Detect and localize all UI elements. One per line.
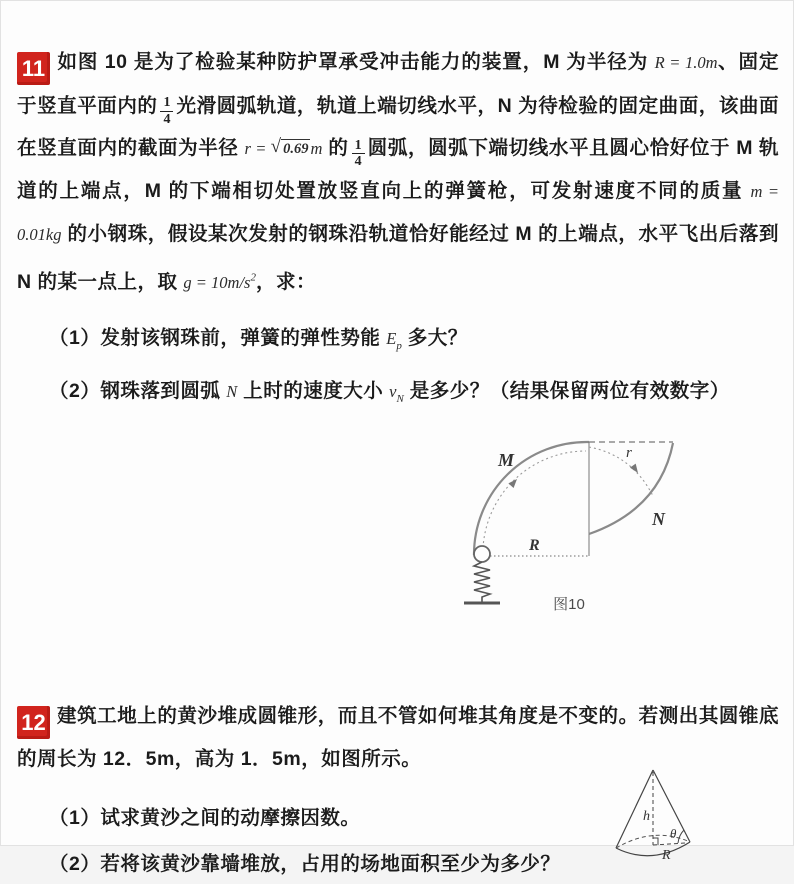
- cone-diagram: [605, 762, 705, 884]
- figure-10: [436, 426, 748, 616]
- label-surface-n: N: [652, 508, 665, 529]
- problem-11-question-2: （2）钢珠落到圆弧 N 上时的速度大小 $v_N$ 是多少？（结果保留两位有效数字）: [49, 380, 730, 405]
- problem-12-number-badge: 12: [17, 706, 50, 739]
- theta-angle-arc: [678, 830, 684, 843]
- problem-12-question-1: （1）试求黄沙之间的动摩擦因数。: [49, 806, 361, 829]
- problem-11-number-badge: 11: [17, 52, 50, 85]
- projectile-dotted-path: [589, 444, 653, 496]
- figure-10-diagram: [436, 426, 748, 616]
- label-radius-r: r: [626, 444, 632, 461]
- label-cone-radius: R: [662, 847, 671, 863]
- problem-11-paragraph: [17, 41, 779, 304]
- problem-11-body-text: 如图 10 是为了检验某种防护罩承受冲击能力的装置，M 为半径为 R = 1.0m、固定于竖直平面内的 $\frac{1}{4}$ 光滑圆弧轨道，轨道上端切线水平，N 为待检验的固定曲面，该曲面在竖直面内的截面为半径 r = √ 0.69 m 的 $\frac{1}{4}$ 圆弧，圆弧下端切线水平且圆心恰好位于 M 轨道的上端点，M 的下端相切处置放竖直向上的弹簧枪，可发射速度不同的质量 m = 0.01kg 的小钢珠，假设某次发射的钢珠沿轨道恰好能经过 M 的上端点，水平飞出后落到 N 的某一点上，取 $g = 10m/s^2$，求：: [17, 50, 779, 293]
- label-track-m: M: [498, 449, 515, 470]
- figure-10-caption: 图10: [553, 595, 585, 613]
- problem-12: [17, 696, 779, 879]
- spring-coil: [474, 562, 490, 602]
- label-cone-theta: θ: [670, 825, 677, 841]
- steel-ball: [474, 546, 490, 562]
- problem-12-body-text: 建筑工地上的黄沙堆成圆锥形，而且不管如何堆其角度是不变的。若测出其圆锥底的周长为 12．5m，高为 1．5m，如图所示。: [17, 704, 779, 770]
- cone-figure: [605, 762, 705, 884]
- label-radius-big-r: R: [529, 536, 540, 554]
- trajectory-arrowhead-up: [508, 477, 519, 488]
- projectile-arrowhead: [630, 464, 641, 475]
- problem-11-question-1: （1）发射该钢珠前，弹簧的弹性势能 $E_p$ 多大？: [49, 327, 468, 353]
- right-angle-mark: [653, 838, 658, 845]
- problem-11: [17, 41, 779, 616]
- label-cone-height: h: [643, 808, 650, 824]
- problem-12-question-2: （2）若将该黄沙靠墙堆放，占用的场地面积至少为多少？: [49, 852, 561, 875]
